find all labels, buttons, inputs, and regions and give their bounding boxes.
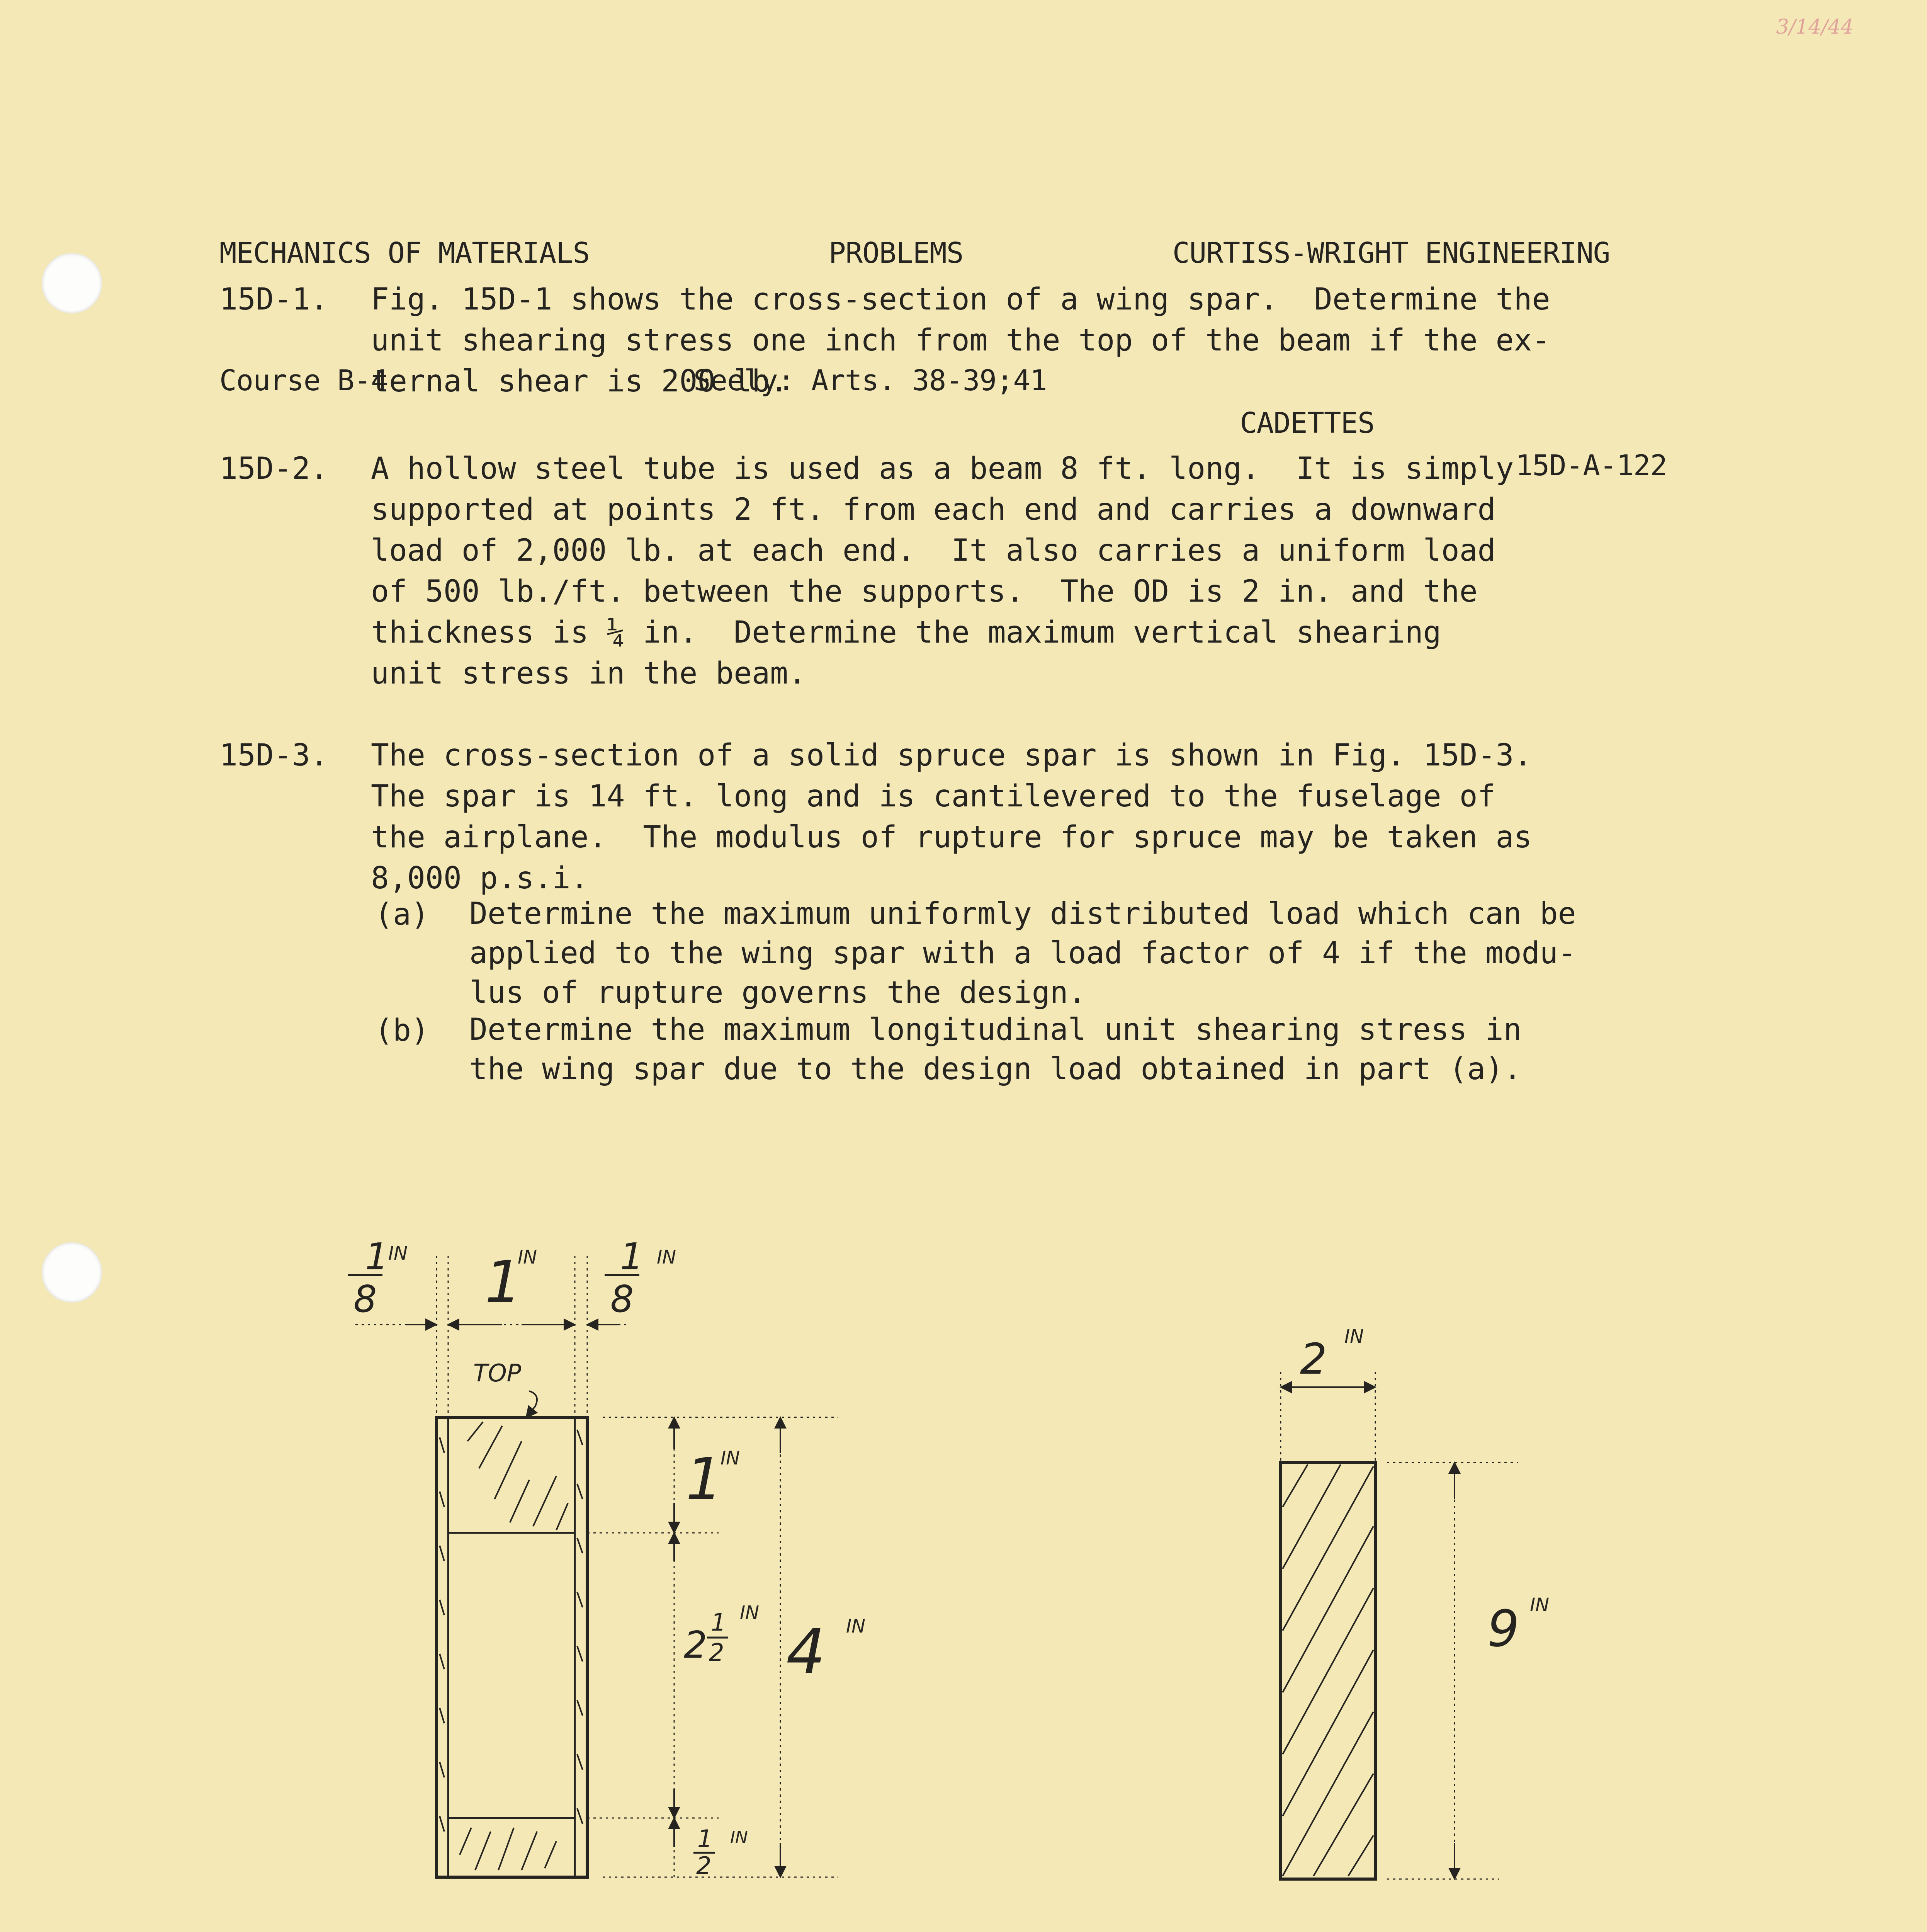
fig1-center-unit: IN <box>518 1247 537 1268</box>
header-org: CURTISS-WRIGHT ENGINEERING <box>1173 236 1610 270</box>
part-label-b: (b) <box>375 1013 429 1048</box>
fig1-top-depth: 1 <box>686 1446 723 1513</box>
fig1-bottom-numer: 1 <box>697 1825 713 1853</box>
fig1-web-unit: IN <box>740 1602 760 1624</box>
problem-number-2: 15D-2. <box>219 451 328 486</box>
fig1-left-unit: IN <box>388 1243 408 1264</box>
fig1-web-whole: 2 <box>684 1624 707 1667</box>
text-line: of 500 lb./ft. between the supports. The OD is 2 in. and the <box>371 574 1478 609</box>
fig1-web-denom: 2 <box>709 1638 724 1667</box>
fig3-height-value: 9 <box>1487 1599 1519 1658</box>
fig1-top-depth-unit: IN <box>721 1447 740 1469</box>
part-label-a: (a) <box>375 897 429 932</box>
text-line: supported at points 2 ft. from each end and carries a downward <box>371 492 1496 527</box>
fig1-top-flange-hatching <box>467 1422 568 1530</box>
fig3-labels <box>1217 1326 1549 1932</box>
fig1-top-label: TOP <box>473 1359 522 1387</box>
text-line: the airplane. The modulus of rupture for spruce may be taken as <box>371 820 1532 855</box>
course-number: Course B-4 <box>219 364 388 397</box>
text-line: applied to the wing spar with a load factor of 4 if the modu- <box>469 936 1576 971</box>
text-line: the wing spar due to the design load obtained in part (a). <box>469 1052 1522 1087</box>
fig1-total-unit: IN <box>846 1616 866 1637</box>
figure-15d-1 <box>355 1256 838 1932</box>
text-line: unit shearing stress one inch from the top of the beam if the ex- <box>371 323 1550 358</box>
fig1-top-leader <box>527 1391 537 1416</box>
fig1-web-numer: 1 <box>711 1608 726 1636</box>
text-line: Determine the maximum uniformly distributed load which can be <box>469 896 1576 931</box>
fig3-width-value: 2 <box>1300 1334 1327 1384</box>
fig3-extensions <box>1281 1372 1518 1879</box>
fig1-total-height: 4 <box>786 1616 826 1688</box>
text-line: 8,000 p.s.i. <box>371 861 589 896</box>
fig1-left-flange-numer: 1 <box>365 1236 389 1278</box>
corner-date-stamp: 3/14/44 <box>1776 15 1854 39</box>
text-line: lus of rupture governs the design. <box>469 975 1086 1010</box>
fig1-right-unit: IN <box>657 1247 676 1268</box>
text-line: Fig. 15D-1 shows the cross-section of a wing spar. Determine the <box>371 282 1550 317</box>
problem-number-1: 15D-1. <box>219 282 328 317</box>
text-line: The cross-section of a solid spruce spar is shown in Fig. 15D-3. <box>371 738 1532 773</box>
text-line: Determine the maximum longitudinal unit shearing stress in <box>469 1012 1522 1047</box>
header-cadettes: CADETTES <box>1240 406 1375 440</box>
text-line: ternal shear is 200 lb. <box>371 364 788 399</box>
fig1-bottom-unit: IN <box>730 1828 748 1847</box>
fig1-wall-hatching <box>440 1430 583 1832</box>
fig1-labels <box>348 1236 865 1932</box>
fig1-right-flange-denom: 8 <box>610 1278 634 1321</box>
text-line: A hollow steel tube is used as a beam 8 ft. long. It is simply <box>371 451 1514 486</box>
fig3-width-unit: IN <box>1344 1326 1364 1347</box>
fig1-center-width: 1 <box>485 1249 522 1316</box>
fig1-right-flange-numer: 1 <box>620 1236 644 1278</box>
header-reference: Seely: Arts. 38-39;41 <box>693 364 1047 397</box>
fig1-left-flange-denom: 8 <box>353 1278 377 1321</box>
fig3-hatching <box>1283 1464 1373 1876</box>
fig1-outer-outline <box>437 1417 587 1877</box>
text-line: unit stress in the beam. <box>371 656 807 691</box>
problem-number-3: 15D-3. <box>219 738 328 773</box>
fig1-bottom-denom: 2 <box>696 1852 712 1880</box>
text-line: load of 2,000 lb. at each end. It also carries a uniform load <box>371 533 1496 568</box>
header-doc-code: 15D-A-122 <box>1516 449 1667 482</box>
header-problems-title: PROBLEMS <box>829 236 964 270</box>
text-line: thickness is ¼ in. Determine the maximum vertical shearing <box>371 615 1441 650</box>
course-title: MECHANICS OF MATERIALS <box>219 236 590 270</box>
fig1-bottom-flange-hatching <box>460 1828 556 1870</box>
text-line: The spar is 14 ft. long and is cantilevered to the fuselage of <box>371 779 1496 814</box>
fig3-height-unit: IN <box>1530 1594 1550 1616</box>
